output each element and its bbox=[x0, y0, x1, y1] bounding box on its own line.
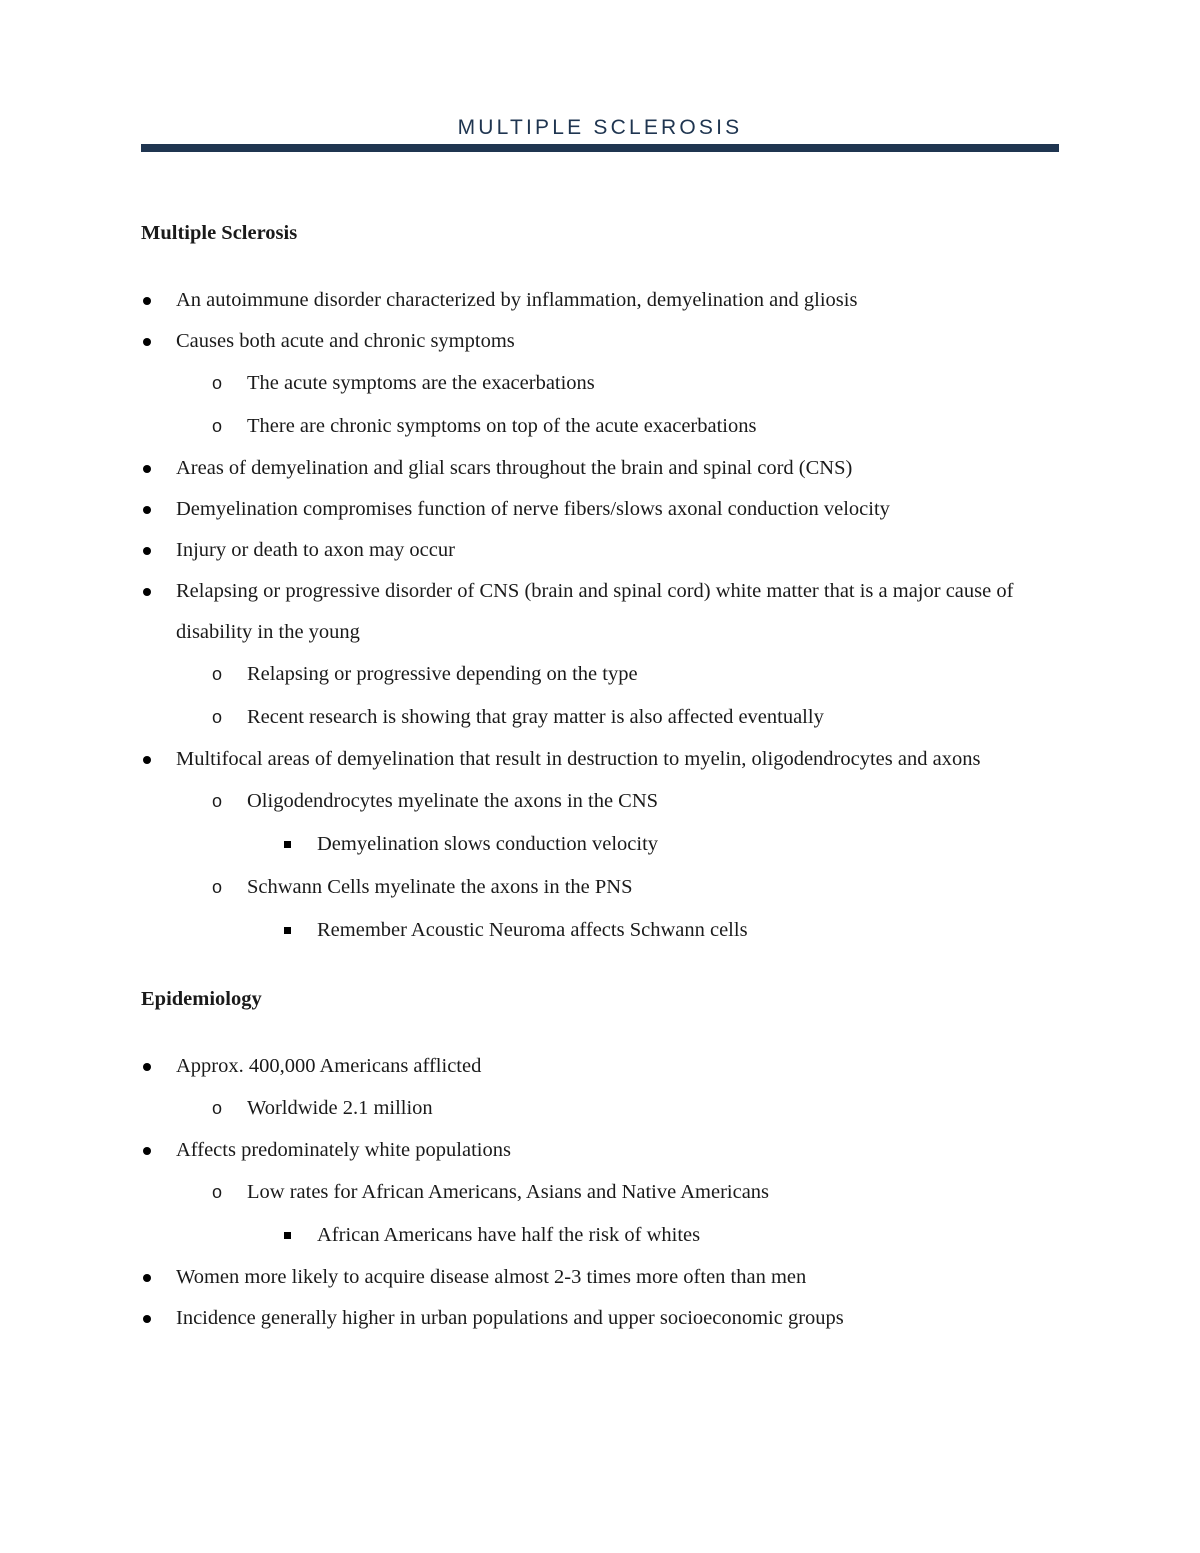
list-item bbox=[141, 1046, 1071, 1087]
bullet-circle-icon: o bbox=[212, 664, 223, 684]
bullet-circle-icon: o bbox=[212, 373, 223, 393]
bullet-circle-icon: o bbox=[212, 1098, 223, 1118]
list-item bbox=[141, 739, 1071, 780]
list-item-text: Schwann Cells myelinate the axons in the PNS bbox=[247, 876, 633, 898]
list-item bbox=[141, 780, 1071, 823]
list-item-text: Demyelination slows conduction velocity bbox=[317, 833, 659, 855]
list-item-text: Demyelination compromises function of nerve fibers/slows axonal conduction velocity bbox=[176, 498, 890, 520]
list-item-text: Recent research is showing that gray matter is also affected eventually bbox=[247, 706, 824, 728]
list-item-text: Women more likely to acquire disease almost 2-3 times more often than men bbox=[176, 1266, 807, 1288]
list-item-text: Remember Acoustic Neuroma affects Schwann cells bbox=[317, 919, 748, 941]
title-underline-rule bbox=[141, 144, 1059, 152]
list-item-text: Relapsing or progressive disorder of CNS (brain and spinal cord) white matter that is a major cause of disability in the young bbox=[176, 580, 1014, 643]
list-item-text: African Americans have half the risk of whites bbox=[317, 1224, 701, 1246]
section-multiple-sclerosis bbox=[141, 218, 1071, 952]
list-item bbox=[141, 1214, 1071, 1257]
list-item bbox=[141, 823, 1071, 866]
list-item bbox=[141, 362, 1071, 405]
list-item bbox=[141, 405, 1071, 448]
list-item bbox=[141, 653, 1071, 696]
bullet-list bbox=[141, 280, 1071, 952]
list-item-text: The acute symptoms are the exacerbations bbox=[247, 372, 595, 394]
bullet-circle-icon: o bbox=[212, 416, 223, 436]
list-item-text: Worldwide 2.1 million bbox=[247, 1097, 433, 1119]
section-epidemiology bbox=[141, 984, 1071, 1339]
list-item bbox=[141, 571, 1071, 653]
list-item bbox=[141, 866, 1071, 909]
list-item-text: An autoimmune disorder characterized by inflammation, demyelination and gliosis bbox=[176, 289, 858, 311]
list-item bbox=[141, 1257, 1071, 1298]
list-item-text: Incidence generally higher in urban populations and upper socioeconomic groups bbox=[176, 1307, 844, 1329]
list-item bbox=[141, 489, 1071, 530]
list-item bbox=[141, 696, 1071, 739]
section-heading: Multiple Sclerosis bbox=[141, 222, 298, 244]
document-title: MULTIPLE SCLEROSIS bbox=[457, 116, 743, 139]
list-item bbox=[141, 530, 1071, 571]
list-item-text: Low rates for African Americans, Asians and Native Americans bbox=[247, 1181, 770, 1203]
list-item-text: Oligodendrocytes myelinate the axons in the CNS bbox=[247, 790, 659, 812]
list-item bbox=[141, 448, 1071, 489]
list-item bbox=[141, 1171, 1071, 1214]
list-item-text: Approx. 400,000 Americans afflicted bbox=[176, 1055, 482, 1077]
list-item bbox=[141, 1298, 1071, 1339]
list-item bbox=[141, 321, 1071, 362]
list-item bbox=[141, 1130, 1071, 1171]
bullet-circle-icon: o bbox=[212, 1182, 223, 1202]
list-item-text: Injury or death to axon may occur bbox=[176, 539, 455, 561]
list-item bbox=[141, 280, 1071, 321]
section-heading: Epidemiology bbox=[141, 988, 262, 1010]
bullet-circle-icon: o bbox=[212, 791, 223, 811]
bullet-circle-icon: o bbox=[212, 707, 223, 727]
list-item bbox=[141, 1087, 1071, 1130]
document-body bbox=[141, 218, 1071, 1339]
list-item-text: Causes both acute and chronic symptoms bbox=[176, 330, 515, 352]
list-item-text: Areas of demyelination and glial scars throughout the brain and spinal cord (CNS) bbox=[176, 457, 853, 479]
list-item-text: Affects predominately white populations bbox=[176, 1139, 511, 1161]
list-item-text: There are chronic symptoms on top of the acute exacerbations bbox=[247, 415, 757, 437]
list-item-text: Multifocal areas of demyelination that result in destruction to myelin, oligodendrocytes and axons bbox=[176, 748, 981, 770]
list-item-text: Relapsing or progressive depending on the type bbox=[247, 663, 638, 685]
bullet-circle-icon: o bbox=[212, 877, 223, 897]
list-item bbox=[141, 909, 1071, 952]
bullet-list bbox=[141, 1046, 1071, 1339]
